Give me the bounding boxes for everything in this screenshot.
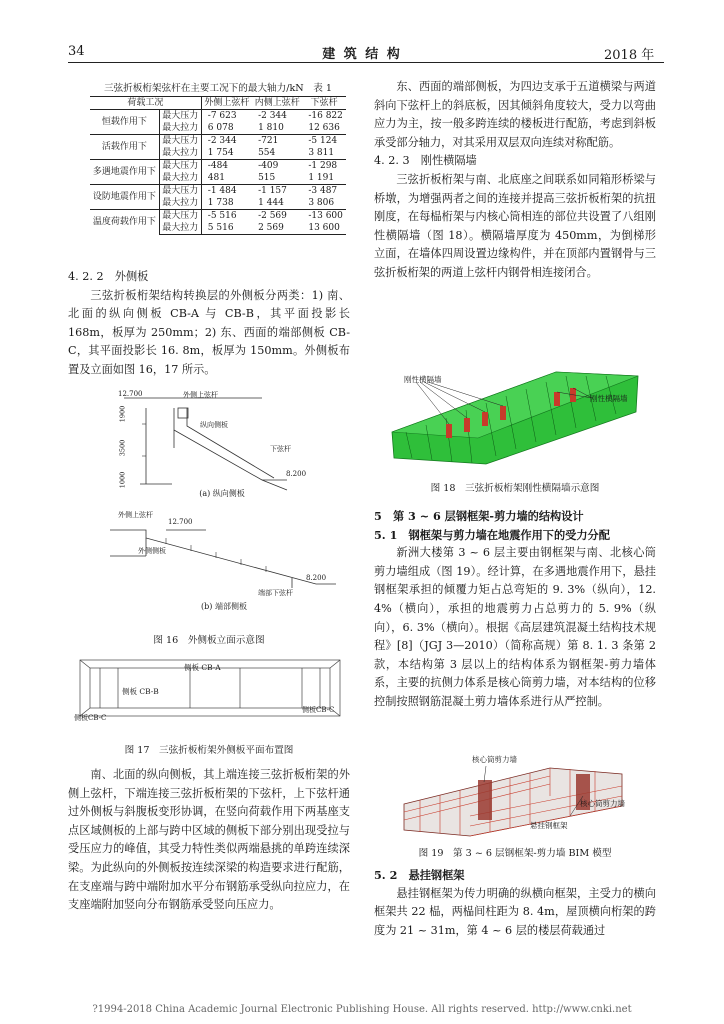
table-cell-value: -2 344 [201, 135, 252, 148]
fig19-label-frame: 悬挂钢框架 [530, 821, 568, 830]
table-cell-value: 2 569 [252, 222, 302, 235]
table-cell-value: -721 [252, 135, 302, 148]
fig16b-dim1: 12.700 [168, 518, 193, 526]
table-cell-value: 13 600 [302, 222, 346, 235]
table-cell-value: 1 444 [258, 198, 284, 208]
table-row [90, 135, 346, 148]
para-longitudinal-panels: 南、北面的纵向侧板，其上端连接三弦折板桁架的外侧上弦杆，下端连接三弦折板桁架的下弦杆，上下弦杆通过外侧板与斜腹板变形协调，在竖向荷载作用下两基座支点区域侧板的上部与跨中区域的侧板下部分别出现受拉与受压应力的峰值，其受力特性类似两端悬挑的单跨连续深梁。为此纵向的外侧板按连续深梁的构造要求进行配筋，在支座端与跨中端附加水平分布钢筋承受纵向拉应力，在支座端附加竖向分布钢筋承受竖向压应力。 [68, 768, 350, 912]
fig19-label-core-left: 核心筒剪力墙 [472, 755, 517, 764]
table-cell-value: -484 [201, 160, 252, 173]
page-number: 34 [68, 44, 85, 59]
para-hanging-frame: 悬挂钢框架为传力明确的纵横向框架，主受力的横向框架共 22 榀，两榀间柱距为 8. 4m，屋顶横向桁架的跨度为 21 ~ 31m，第 4 ~ 6 层的楼层荷载通过 [374, 886, 656, 937]
section-4-2-3: 4. 2. 3 刚性横隔墙 [374, 154, 477, 168]
table-cell-case: 设防地震作用下 [90, 185, 159, 210]
para-rigid-walls: 三弦折板桁架与南、北底座之间联系如同箱形桥梁与桥墩，为增强两者之间的连接并提高三弦折板桁架的抗扭刚度，在每榀桁架与内核心筒相连的部位共设置了八组刚性横隔墙（图 18）。横隔墙厚度为 450mm，为倒梯形立面，在墙体四周设置边缘构件，并在顶部内置钢骨与三弦折板桁架的两道上弦杆内钢骨相连接闭合。 [374, 172, 656, 279]
table1-header-outer: 外侧上弦杆 [201, 97, 252, 110]
table-cell-type: 最大压力 [159, 160, 201, 173]
journal-year: 2018 年 [604, 48, 655, 63]
section-5-2: 5. 2 悬挂钢框架 [374, 868, 465, 882]
fig16b-label-bot: 端部下弦杆 [258, 589, 293, 597]
table-cell-case: 温度荷载作用下 [90, 210, 159, 235]
table-row [90, 110, 346, 123]
table-cell-value: 515 [258, 173, 276, 183]
table-cell-value: 1 191 [308, 173, 335, 183]
fig18-caption: 图 18 三弦折板桁架刚性横隔墙示意图 [430, 483, 600, 494]
table-cell-value: 1 738 [207, 198, 234, 208]
fig16a-v1: 1900 [118, 405, 127, 423]
table-cell-type: 最大拉力 [159, 197, 201, 210]
table-cell-value: 5 516 [201, 222, 252, 235]
table-cell-value: -409 [252, 160, 302, 173]
fig16a-label-mid: 纵向侧板 [200, 421, 228, 429]
fig17-label-cba: 侧板 CB-A [184, 663, 221, 672]
table1 [90, 96, 346, 235]
fig16a-label-bot: 下弦杆 [270, 445, 291, 453]
table-cell-value: -16 822 [308, 111, 343, 121]
table-cell-value: 481 [207, 173, 225, 183]
table-cell-value: -5 516 [201, 210, 252, 223]
para-end-panels: 东、西面的端部侧板，为四边支承于五道横梁与两道斜向下弦杆上的斜底板，因其倾斜角度较大，受力以弯曲应力为主，按一般多跨连续的楼板进行配筋，考虑到斜板承受部分轴力，对其采用双层双向连续对称配筋。 [374, 80, 656, 149]
fig16b-label-top: 外侧上弦杆 [118, 511, 153, 519]
fig17-label-cbb: 侧板 CB-B [122, 687, 159, 696]
figure18-drawing [386, 352, 648, 470]
left-column-top [68, 268, 350, 380]
fig16a-dim1: 12.700 [118, 390, 143, 398]
fig16b-dim2: 8.200 [306, 574, 327, 582]
fig17-label-cbc-left: 侧板CB-C [74, 714, 107, 722]
table-cell-value: -1 298 [302, 160, 346, 173]
fig19-caption: 图 19 第 3 ~ 6 层钢框架-剪力墙 BIM 模型 [418, 848, 612, 859]
table1-header-inner: 内侧上弦杆 [252, 97, 302, 110]
table-cell-type: 最大拉力 [159, 122, 201, 135]
header-rule [68, 62, 664, 63]
table-cell-value: -13 600 [302, 210, 346, 223]
section-5-1: 5. 1 钢框架与剪力墙在地震作用下的受力分配 [374, 527, 610, 542]
table-cell-value: 6 078 [207, 123, 234, 133]
table-cell-value: 12 636 [308, 123, 340, 133]
section-4-2-2: 4. 2. 2 外侧板 [68, 270, 149, 283]
fig16b-subcaption: (b) 端部侧板 [201, 602, 247, 611]
table-cell-value: -7 623 [207, 111, 237, 121]
left-column-bottom [68, 766, 350, 915]
fig16a-v3: 1000 [118, 471, 127, 489]
table-cell-type: 最大拉力 [159, 172, 201, 185]
right-column-middle [374, 507, 656, 712]
table1-header-case: 荷载工况 [90, 97, 201, 110]
table-cell-value: 3 811 [308, 148, 335, 158]
table-cell-value: -5 124 [302, 135, 346, 148]
journal-title: 建 筑 结 构 [322, 47, 402, 62]
table1-title: 三弦折板桁架弦杆在主要工况下的最大轴力/kN 表 1 [103, 83, 333, 94]
fig16a-subcaption: (a) 纵向侧板 [199, 489, 245, 498]
right-column-bottom [374, 866, 656, 940]
fig17-label-cbc-right: 侧板CB-C [302, 706, 335, 714]
table-row [90, 185, 346, 198]
table-cell-value: -1 484 [201, 185, 252, 198]
table-cell-value: -1 157 [252, 185, 302, 198]
fig16-caption: 图 16 外侧板立面示意图 [153, 635, 265, 646]
table-cell-type: 最大拉力 [159, 147, 201, 160]
table-cell-type: 最大压力 [159, 135, 201, 148]
table-cell-type: 最大压力 [159, 210, 201, 223]
table-cell-type: 最大压力 [159, 185, 201, 198]
table-cell-value: 1 754 [207, 148, 234, 158]
fig19-label-core-right: 核心筒剪力墙 [580, 799, 625, 808]
fig16a-v2: 3500 [118, 439, 127, 457]
fig16b-label-mid: 外侧侧板 [138, 547, 166, 555]
fig18-label-left: 刚性横隔墙 [404, 375, 442, 384]
table-cell-value: 1 810 [258, 123, 284, 133]
fig16a-label-top: 外侧上弦杆 [183, 391, 218, 399]
table-row [90, 160, 346, 173]
fig16a-dim2: 8.200 [286, 470, 307, 478]
table-cell-value: -2 344 [258, 111, 287, 121]
para-force-distribution: 新洲大楼第 3 ~ 6 层主要由钢框架与南、北核心筒剪力墙组成（图 19）。经计算，在多遇地震作用下，悬挂钢框架承担的倾覆力矩占总弯矩的 9. 3%（纵向），12. 4%（横向），承担的地震剪力占总剪力的 5. 9%（纵向），6. 3%（横向）。根据《高层建筑混凝土结构技术规程》[8]（JGJ 3—2010）（简称高规）第 8. 1. 3 条第 2 款，本结构第 3 层以上的结构体系为钢框架-剪力墙体系，主要的抗侧力体系是核心筒剪力墙，对本结构的位移控制按照钢筋混凝土剪力墙体系进行从严控制。 [374, 546, 656, 708]
fig17-caption: 图 17 三弦折板桁架外侧板平面布置图 [124, 745, 294, 756]
table-cell-type: 最大拉力 [159, 222, 201, 235]
table-cell-value: -2 569 [252, 210, 302, 223]
table-cell-value: -3 487 [302, 185, 346, 198]
table-cell-value: 3 806 [308, 198, 335, 208]
table-cell-case: 恒载作用下 [90, 110, 159, 135]
fig18-label-right: 刚性横隔墙 [590, 394, 628, 403]
table1-header-bottom: 下弦杆 [302, 97, 346, 110]
right-column-top [374, 78, 656, 283]
para-outer-panels: 三弦折板桁架结构转换层的外侧板分两类：1) 南、北面的纵向侧板 CB-A 与 CB-B，其平面投影长 168m，板厚为 250mm；2) 东、西面的端部侧板 CB-C，其平面投影长 16. 8m，板厚为 150mm。外侧板布置及立面如图 16，17 所示。 [68, 288, 350, 376]
copyright-footer: ?1994-2018 China Academic Journal Electronic Publishing House. All rights reserved. http://www.cnki.net [92, 1004, 632, 1015]
table-cell-case: 活载作用下 [90, 135, 159, 160]
table-row [90, 210, 346, 223]
section-5: 5 第 3 ~ 6 层钢框架-剪力墙的结构设计 [374, 509, 584, 523]
table-cell-type: 最大压力 [159, 110, 201, 123]
table-cell-case: 多遇地震作用下 [90, 160, 159, 185]
table-cell-value: 554 [258, 148, 276, 158]
